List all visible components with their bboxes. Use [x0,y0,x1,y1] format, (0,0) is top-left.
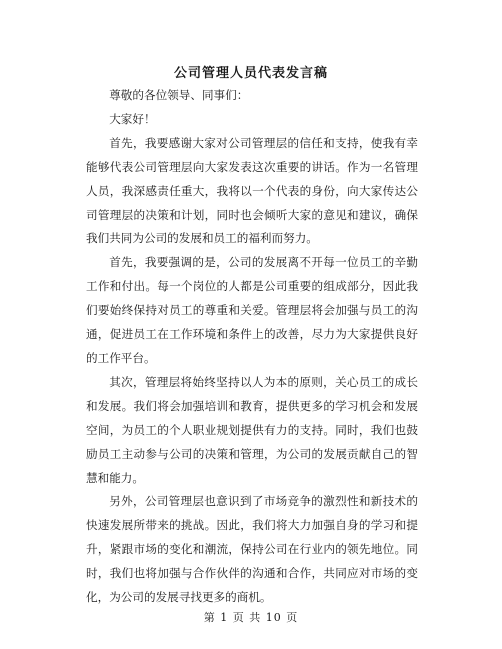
page-number: 第 1 页 共 10 页 [203,611,299,624]
salutation: 尊敬的各位领导、同事们： [109,88,249,102]
document-body [86,84,418,610]
paragraph-4: 另外，公司管理层也意识到了市场竞争的激烈性和新技术的快速发展所带来的挑战。因此，我们将大力加强自身的学习和提升，紧跟市场的变化和潮流，保持公司在行业内的领先地位。同时，我们也将加强与合作伙伴的沟通和合作，共同应对市场的变化，为公司的发展寻找更多的商机。 [86,494,418,605]
paragraph-1: 首先，我要感谢大家对公司管理层的信任和支持，使我有幸能够代表公司管理层向大家发表这次重要的讲话。作为一名管理人员，我深感责任重大，我将以一个代表的身份，向大家传达公司管理层的决策和计划，同时也会倾听大家的意见和建议，确保我们共同为公司的发展和员工的福利而努力。 [86,135,418,246]
paragraph-3: 其次，管理层将始终坚持以人为本的原则，关心员工的成长和发展。我们将会加强培训和教育，提供更多的学习机会和发展空间，为员工的个人职业规划提供有力的支持。同时，我们也鼓励员工主动参与公司的决策和管理，为公司的发展贡献自己的智慧和能力。 [86,374,418,485]
paragraph-2: 首先，我要强调的是，公司的发展离不开每一位员工的辛勤工作和付出。每一个岗位的人都是公司重要的组成部分，因此我们要始终保持对员工的尊重和关爱。管理层将会加强与员工的沟通，促进员工在工作环境和条件上的改善，尽力为大家提供良好的工作平台。 [86,255,418,365]
document-title: 公司管理人员代表发言稿 [173,66,328,81]
greeting: 大家好！ [109,111,156,126]
